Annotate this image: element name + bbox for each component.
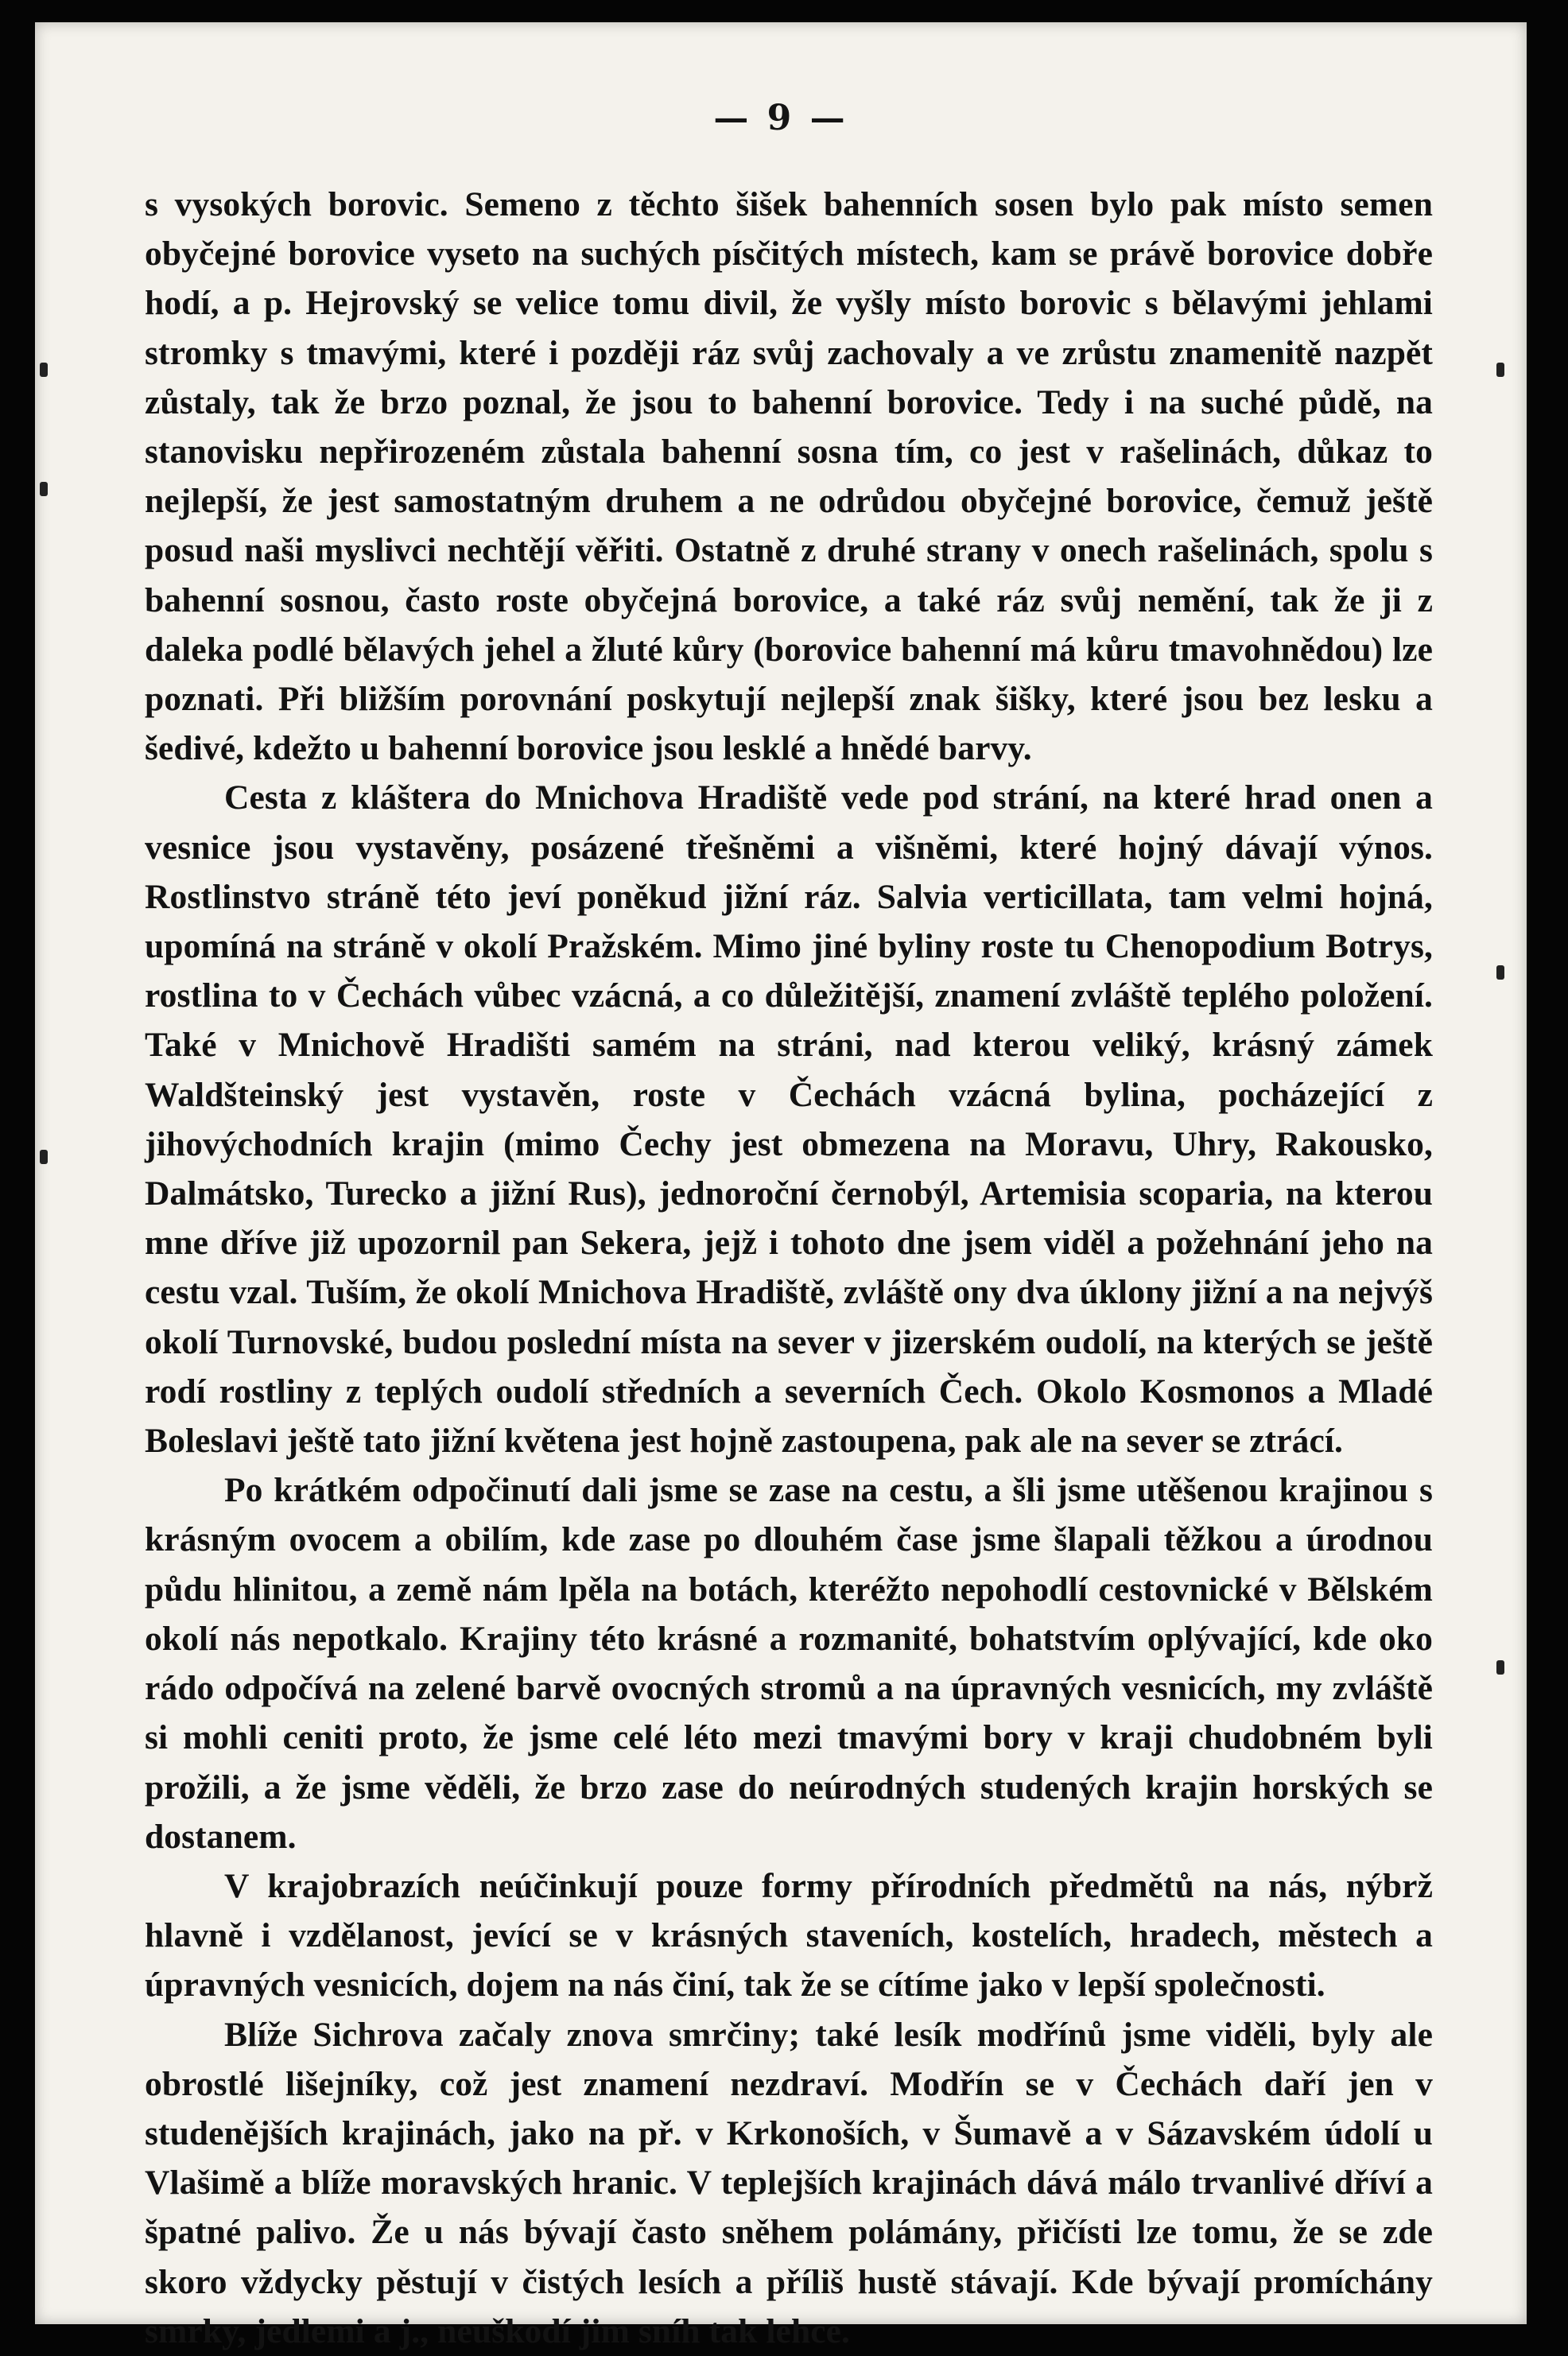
paragraph: Cesta z kláštera do Mnichova Hradiště vede pod strání, na které hrad onen a vesnice jsou vystavěny, posázené třešněmi a višněmi, které hojný dávají výnos. Rostlinstvo stráně této jeví poněkud jižní ráz. Salvia verticillata, tam velmi hojná, upomíná na stráně v okolí Pražském. Mimo jiné byliny roste tu Chenopodium Botrys, rostlina to v Čechách vůbec vzácná, a co důležitější, znamení zvláště teplého položení. Také v Mnichově Hradišti samém na stráni, nad kterou veliký, krásný zámek Waldšteinský jest vystavěn, roste v Čechách vzácná bylina, pocházející z jihovýchodních krajin (mimo Čechy jest obmezena na Moravu, Uhry, Rakousko, Dalmátsko, Turecko a jižní Rus), jednoroční černobýl, Artemisia scoparia, na kterou mne dříve již upozornil pan Sekera, jejž i tohoto dne jsem viděl a požehnání jeho na cestu vzal. Tuším, že okolí Mnichova Hradiště, zvláště ony dva úklony jižní a na nejvýš okolí Turnovské, budou poslední místa na sever v jizerském oudolí, na kterých se ještě rodí rostliny z teplých oudolí středních a severních Čech. Okolo Kosmonos a Mladé Boleslavi ještě tato jižní květena jest hojně zastoupena, pak ale na sever se ztrácí.	[145, 778, 1433, 1461]
paragraph: s vysokých borovic. Semeno z těchto šišek bahenních sosen bylo pak místo semen obyčejné borovice vyseto na suchých písčitých místech, kam se právě borovice dobře hodí, a p. Hejrovský se velice tomu divil, že vyšly místo borovic s bělavými jehlami stromky s tmavými, které i později ráz svůj zachovaly a ve zrůstu znamenitě nazpět zůstaly, tak že brzo poznal, že jsou to bahenní borovice. Tedy i na suché půdě, na stanovisku nepřirozeném zůstala bahenní sosna tím, co jest v rašelinách, důkaz to nejlepší, že jest samostatným druhem a ne odrůdou obyčejné borovice, čemuž ještě posud naši myslivci nechtějí věřiti. Ostatně z druhé strany v onech rašelinách, spolu s bahenní sosnou, často roste obyčejná borovice, a také ráz svůj nemění, tak že ji z daleka podlé bělavých jehel a žluté kůry (borovice bahenní má kůru tmavohnědou) lze poznati. Při bližším porovnání poskytují nejlepší znak šišky, které jsou bez lesku a šedivé, kdežto u bahenní borovice jsou lesklé a hnědé barvy.	[145, 185, 1433, 768]
margin-mark	[1496, 1660, 1504, 1675]
margin-mark	[40, 482, 48, 496]
margin-mark	[1496, 965, 1504, 980]
paragraph: Po krátkém odpočinutí dali jsme se zase na cestu, a šli jsme utěšenou krajinou s krásným ovocem a obilím, kde zase po dlouhém čase jsme šlapali těžkou a úrodnou půdu hlinitou, a země nám lpěla na botách, kteréžto nepohodlí cestovnické v Bělském okolí nás nepotkalo. Krajiny této krásné a rozmanité, bohatstvím oplývající, kde oko rádo odpočívá na zelené barvě ovocných stromů a na úpravných vesnicích, my zvláště si mohli ceniti proto, že jsme celé léto mezi tmavými bory v kraji chudobném byli prožili, a že jsme věděli, že brzo zase do neúrodných studených krajin horských se dostanem.	[145, 1471, 1433, 1856]
page-number: — 9 —	[713, 98, 848, 138]
paragraph: V krajobrazích neúčinkují pouze formy přírodních předmětů na nás, nýbrž hlavně i vzdělanost, jevící se v krásných staveních, kostelích, hradech, městech a úpravných vesnicích, dojem na nás činí, tak že se cítíme jako v lepší společnosti.	[145, 1866, 1433, 2005]
paragraph: Blíže Sichrova začaly znova smrčiny; také lesík modřínů jsme viděli, byly ale obrostlé lišejníky, což jest znamení nezdraví. Modřín se v Čechách daří jen v studenějších krajinách, jako na př. v Krkonoších, v Šumavě a v Sázavském údolí u Vlašimě a blíže moravských hranic. V teplejších krajinách dává málo trvanlivé dříví a špatné palivo. Že u nás bývají často sněhem polámány, přičísti lze tomu, že se zde skoro vždycky pěstují v čistých lesích a příliš hustě stávají. Kde bývají promíchány smrky, jedlemi a j., neuškodí jim sníh tak lehce.	[145, 2015, 1433, 2350]
margin-mark	[1496, 363, 1504, 377]
scanned-page	[35, 22, 1527, 2350]
body-text	[145, 180, 1433, 2350]
margin-mark	[40, 1150, 48, 1164]
margin-mark	[40, 363, 48, 377]
